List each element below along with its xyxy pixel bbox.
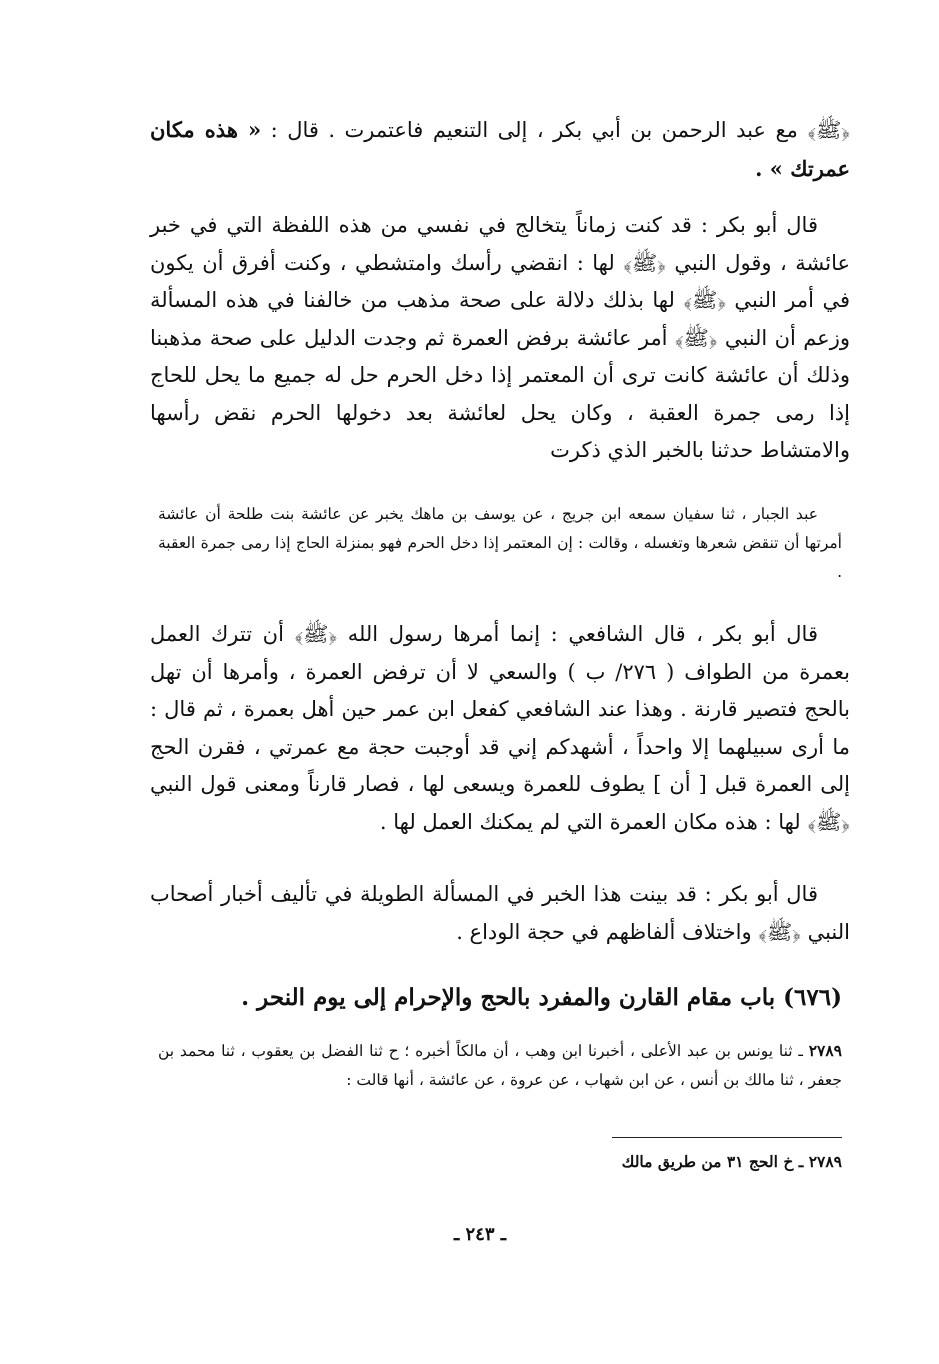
continuation-paragraph xyxy=(150,111,850,188)
footnote: ٢٧٨٩ ـ خ الحج ٣١ من طريق مالك xyxy=(621,1152,842,1171)
hadith-text: ـ ثنا يونس بن عبد الأعلى ، أخبرنا ابن وهب ، أن مالكاً أخبره ؛ ح ثنا الفضل بن يعقوب ، ثنا محمد بن جعفر ، ثنا مالك بن أنس ، عن ابن شهاب ، عن عروة ، عن عائشة ، أنها قالت : xyxy=(158,1042,842,1089)
paragraph-abu-bakr-1: قال أبو بكر : قد كنت زماناً يتخالج في نفسي من هذه اللفظة التي في خبر عائشة ، وقول النبي ﴿ﷺ﴾ لها : انقضي رأسك وامتشطي ، وكنت أفرق أن يكون في أمر النبي ﴿ﷺ﴾ لها بذلك دلالة على صحة مذهب من خالفنا في هذه المسألة وزعم أن النبي ﴿ﷺ﴾ أمر عائشة برفض العمرة ثم وجدت الدليل على صحة مذهبنا وذلك أن عائشة كانت ترى أن المعتمر إذا دخل الحرم حل له جميع ما يحل للحاج إذا رمى جمرة العقبة ، وكان يحل لعائشة بعد دخولها الحرم نقض رأسها والامتشاط حدثنا بالخبر الذي ذكرت xyxy=(150,213,850,462)
quoted-phrase: « هذه مكان عمرتك » . xyxy=(150,117,850,181)
continuation-text: ﴿ﷺ﴾ مع عبد الرحمن بن أبي بكر ، إلى التنعيم فاعتمرت . قال : xyxy=(261,118,850,142)
paragraph-shafii: قال أبو بكر ، قال الشافعي : إنما أمرها رسول الله ﴿ﷺ﴾ أن تترك العمل بعمرة من الطواف ( ٢٧٦/ ب ) والسعي لا أن ترفض العمرة ، وأمرها أن تهل بالحج فتصير قارنة . وهذا عند الشافعي كفعل ابن عمر حين أهل بعمرة ، ثم قال : ما أرى سبيلهما إلا واحداً ، أشهدكم إني قد أوجبت حجة مع عمرتي ، فقرن الحج إلى العمرة قبل [ أن ] يطوف للعمرة ويسعى لها ، فصار قارناً ومعنى قول النبي ﴿ﷺ﴾ لها : هذه مكان العمرة التي لم يمكنك العمل لها . xyxy=(150,622,850,834)
narration-text: عبد الجبار ، ثنا سفيان سمعه ابن جريج ، عن يوسف بن ماهك يخبر عن عائشة بنت طلحة أن عائشة أمرتها أن تنقض شعرها وتغسله ، وقالت : إن المعتمر إذا دخل الحرم فهو بمنزلة الحاج إذا رمى جمرة العقبة . xyxy=(158,505,842,581)
hadith-chain xyxy=(158,1036,842,1095)
page-number: ـ ٢٤٣ ـ xyxy=(453,1224,507,1245)
paragraph-abu-bakr-2: قال أبو بكر : قد بينت هذا الخبر في المسألة الطويلة في تأليف أخبار أصحاب النبي ﴿ﷺ﴾ واختلاف ألفاظهم في حجة الوداع . xyxy=(150,882,850,944)
hadith-number: ٢٧٨٩ xyxy=(808,1041,842,1060)
footnote-divider xyxy=(612,1137,842,1138)
chapter-heading: (٦٧٦) باب مقام القارن والمفرد بالحج والإحرام إلى يوم النحر . xyxy=(241,984,842,1011)
